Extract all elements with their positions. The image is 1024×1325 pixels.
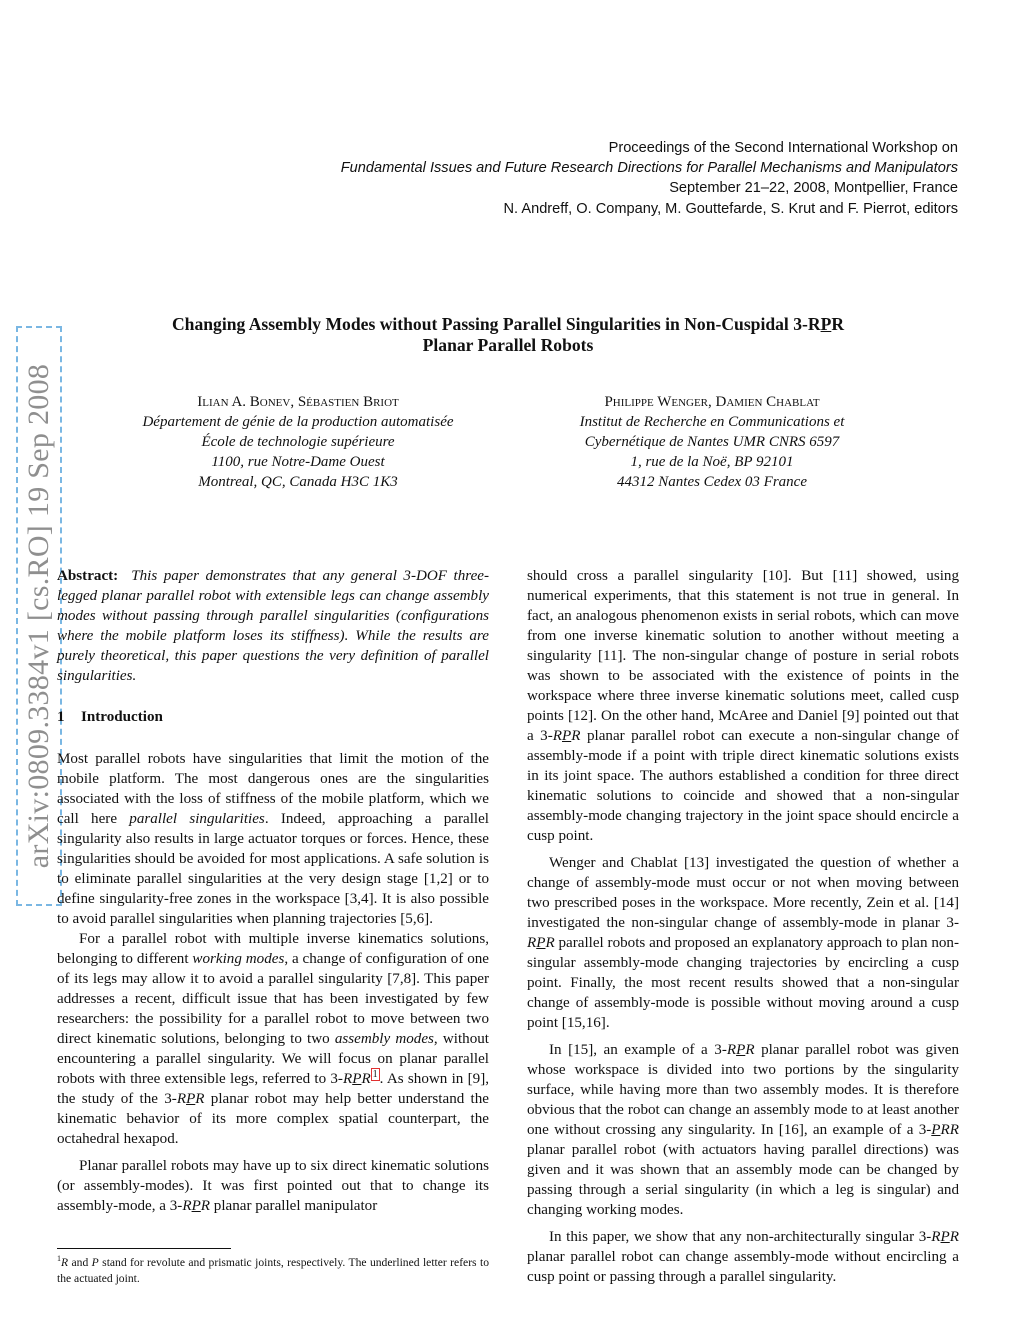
header-line-2: Fundamental Issues and Future Research Directions for Parallel Mechanisms and Manipulators xyxy=(340,160,958,177)
left-column xyxy=(57,566,489,1216)
affiliation-line: 1100, rue Notre-Dame Ouest xyxy=(211,454,385,470)
affiliation-line: Montreal, QC, Canada H3C 1K3 xyxy=(198,474,398,490)
footnote-mark: 1 xyxy=(57,1254,61,1263)
title-line-1: Changing Assembly Modes without Passing Parallel Singularities in Non-Cuspidal 3-RPR xyxy=(171,314,845,334)
paragraph: Wenger and Chablat [13] investigated the question of whether a change of assembly-mode must occur or not when moving between two prescribed poses in the workspace. More recently, Zein et al. [14] investigated the non-singular change of assembly-mode in planar 3-RPR parallel robots and proposed an explanatory approach to plan non-singular assembly-mode changing trajectories by encircling a cusp point. Finally, the most recent results showed that a non-singular change of assembly-mode is possible without moving around a cusp point [15,16]. xyxy=(527,855,959,1031)
arxiv-watermark[interactable] xyxy=(16,326,62,906)
affiliation-line: Institut de Recherche en Communications et xyxy=(579,414,845,430)
paragraph: Most parallel robots have singularities that limit the motion of the mobile platform. The most dangerous ones are the singularities associated with the loss of stiffness of the mobile platform, which we call here parallel singularities. Indeed, approaching a parallel singularity also results in large actuator torques or forces. Hence, these singularities should be avoided for most applications. A safe solution is to eliminate parallel singularities at the very design stage [1,2] or to define singularity-free zones in the workspace [3,4]. It is also possible to avoid parallel singularities when planning trajectories [5,6]. xyxy=(57,751,489,927)
header-line-3: September 21–22, 2008, Montpellier, France xyxy=(669,180,958,197)
arxiv-watermark-text: arXiv:0809.3384v1 [cs.RO] 19 Sep 2008 xyxy=(22,363,55,869)
abstract-text: This paper demonstrates that any general 3-DOF three-legged planar parallel robot with extensible legs can change assembly modes without passing through parallel singularities (configurations where the mobile platform loses its stiffness). While the results are purely theoretical, this paper questions the very definition of parallel singularities. xyxy=(57,568,489,684)
abstract-label: Abstract: xyxy=(57,568,119,584)
affiliation-line: École de technologie supérieure xyxy=(201,434,395,450)
footnote-divider xyxy=(57,1248,231,1249)
section-number: 1 xyxy=(57,709,65,725)
footnote-link[interactable]: 1 xyxy=(372,1068,378,1080)
affiliation-line: 1, rue de la Noë, BP 92101 xyxy=(630,454,794,470)
abstract xyxy=(57,566,489,686)
header-line-1: Proceedings of the Second International Workshop on xyxy=(608,140,958,156)
author-names: Philippe Wenger, Damien Chablat xyxy=(604,394,820,410)
paragraph: For a parallel robot with multiple inverse kinematics solutions, belonging to different working modes, a change of configuration of one of its legs may allow it to avoid a parallel singularity [7,8]. This paper addresses a recent, difficult issue that has been investigated by few researchers: the possibility for a parallel robot to move between two direct kinematic solutions, belonging to two assembly modes, without encountering a parallel singularity. We will focus on planar parallel robots with three extensible legs, referred to 3-RPR $^1$ . As shown in [9], the study of the 3-RPR planar robot may help better understand the kinematic behavior of its more complex spatial counterpart, the octahedral hexapod. xyxy=(57,931,489,1147)
affiliation-line: 44312 Nantes Cedex 03 France xyxy=(617,474,807,490)
right-column xyxy=(527,566,959,1287)
paper-title xyxy=(90,314,926,356)
title-line-2: Planar Parallel Robots xyxy=(422,335,594,355)
header-line-4: N. Andreff, O. Company, M. Gouttefarde, S. Krut and F. Pierrot, editors xyxy=(503,200,958,217)
author-block-left xyxy=(108,392,488,492)
section-title: Introduction xyxy=(81,709,163,725)
footnote: $^1$R and P stand for revolute and prismatic joints, respectively. The underlined letter refers to the actuated joint. xyxy=(57,1254,490,1285)
section-heading xyxy=(57,707,489,727)
proceedings-header xyxy=(341,138,958,219)
paragraph: In this paper, we show that any non-architecturally singular 3-RPR planar parallel robot can change assembly-mode without encircling a cusp point or passing through a parallel singularity. xyxy=(527,1229,959,1285)
paragraph: Planar parallel robots may have up to six direct kinematic solutions (or assembly-modes). It was first pointed out that to change its assembly-mode, a 3-RPR planar parallel manipulator xyxy=(57,1158,489,1214)
affiliation-line: Cybernétique de Nantes UMR CNRS 6597 xyxy=(584,434,840,450)
author-block-right xyxy=(522,392,902,492)
author-names: Ilian A. Bonev, Sébastien Briot xyxy=(197,394,399,410)
affiliation-line: Département de génie de la production automatisée xyxy=(142,414,454,430)
paragraph: should cross a parallel singularity [10]. But [11] showed, using numerical experiments, that this statement is not true in general. In fact, an analogous phenomenon exists in serial robots, which can move from one inverse kinematic solution to another without meeting a singularity [11]. The non-singular change of posture in serial robots was shown to be associated with the existence of points in the workspace where three inverse kinematic solutions meet, called cusp points [12]. On the other hand, McAree and Daniel [9] pointed out that a 3-RPR planar parallel robot can execute a non-singular change of assembly-mode if a point with triple direct kinematic solutions exists in its joint space. The authors established a condition for three direct kinematic solutions to coincide and showed that a non-singular assembly-mode changing trajectory in the joint space should encircle a cusp point. xyxy=(527,568,960,844)
paragraph: In [15], an example of a 3-RPR planar parallel robot was given whose workspace is divided into two portions by the singularity surface, while having more than two assembly modes. It is therefore obvious that the robot can change an assembly mode to at least another one without crossing any singularity. In [16], an example of a 3-PRR planar parallel robot (with actuators having parallel directions) was given and it was shown that an assembly mode can be changed by passing through a serial singularity (in which a leg is singular) and changing working modes. xyxy=(527,1042,959,1218)
